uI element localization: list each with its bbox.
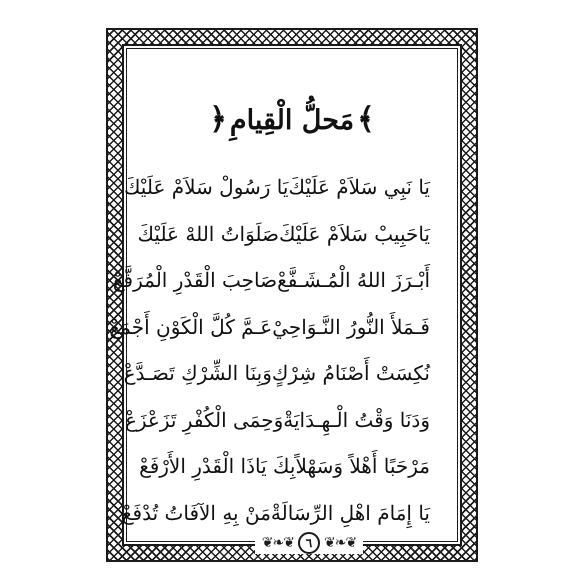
title-bracket-open: ﴾ <box>357 102 375 137</box>
verse-right-hemistich: يَا إِمَامَ اهْلِ الرِّسَالَةْ <box>270 500 430 525</box>
verse-row <box>109 304 430 351</box>
verse-left-hemistich: يَا رَسُولْ سَلاَمْ عَلَيْكَ <box>123 175 289 200</box>
verse-left-hemistich: وَحِمَى الْكُفْرِ تَزَعْزَعْ <box>124 407 284 432</box>
ornament-right-icon: ❦❧❦ <box>324 535 357 551</box>
verse-left-hemistich: بِكَ يَاذَا الْقَدْرِ الأَرْفَعْ <box>139 454 296 479</box>
verse-row <box>139 443 430 490</box>
ornament-left-icon: ❦❧❦ <box>261 535 294 551</box>
verse-row <box>121 490 430 537</box>
page-border-frame <box>106 28 478 562</box>
verse-left-hemistich: صَاحِبَ الْقَدْرِ الْمُرَفَّعْ <box>112 268 278 293</box>
verse-left-hemistich: مَنْ بِهِ الآفَاتُ تُدْفَعْ <box>121 500 271 525</box>
verse-row <box>112 257 430 304</box>
verse-right-hemistich: نُكِسَتْ أَصْنَامُ شِرْكٍ <box>271 361 430 386</box>
verse-right-hemistich: أَبْـرَزَ اللهُ الْمُـشَـفَّعْ <box>277 268 430 293</box>
verse-right-hemistich: وَدَنَا وَقْتُ الْـهِـدَايَةْ <box>283 407 430 432</box>
page-content-area <box>109 44 462 551</box>
verse-right-hemistich: فَـمَلأَ النُّورُ النَّـوَاحِيْ <box>272 314 430 339</box>
verse-right-hemistich: مَرْحَبًا أَهْلاً وَسَهْلاً <box>295 454 430 479</box>
page-number: ٦ <box>298 532 320 554</box>
poem-verses <box>109 164 430 536</box>
verse-right-hemistich: يَا نَبِي سَلاَمْ عَلَيْكَ <box>288 175 430 200</box>
verse-left-hemistich: صَلَوَاتُ اللهْ عَلَيْكَ <box>137 221 280 246</box>
title-bracket-close: ﴿ <box>209 102 227 137</box>
verse-left-hemistich: وَبِنَا الشِّرْكِ تَصَـدَّعْ <box>123 361 272 386</box>
verse-row <box>123 350 430 397</box>
verse-row <box>137 211 430 258</box>
page-number-ornament <box>255 532 363 554</box>
verse-left-hemistich: عَـمَّ كُلَّ الْكَوْنِ أَجْمَعْ <box>109 314 273 339</box>
title-text: مَحلُّ الْقِيامِ <box>229 105 355 136</box>
verse-row <box>123 164 430 211</box>
verse-row <box>124 397 430 444</box>
verse-right-hemistich: يَاحَبِيبْ سَلاَمْ عَلَيْكَ <box>279 221 430 246</box>
page-title <box>124 102 460 137</box>
